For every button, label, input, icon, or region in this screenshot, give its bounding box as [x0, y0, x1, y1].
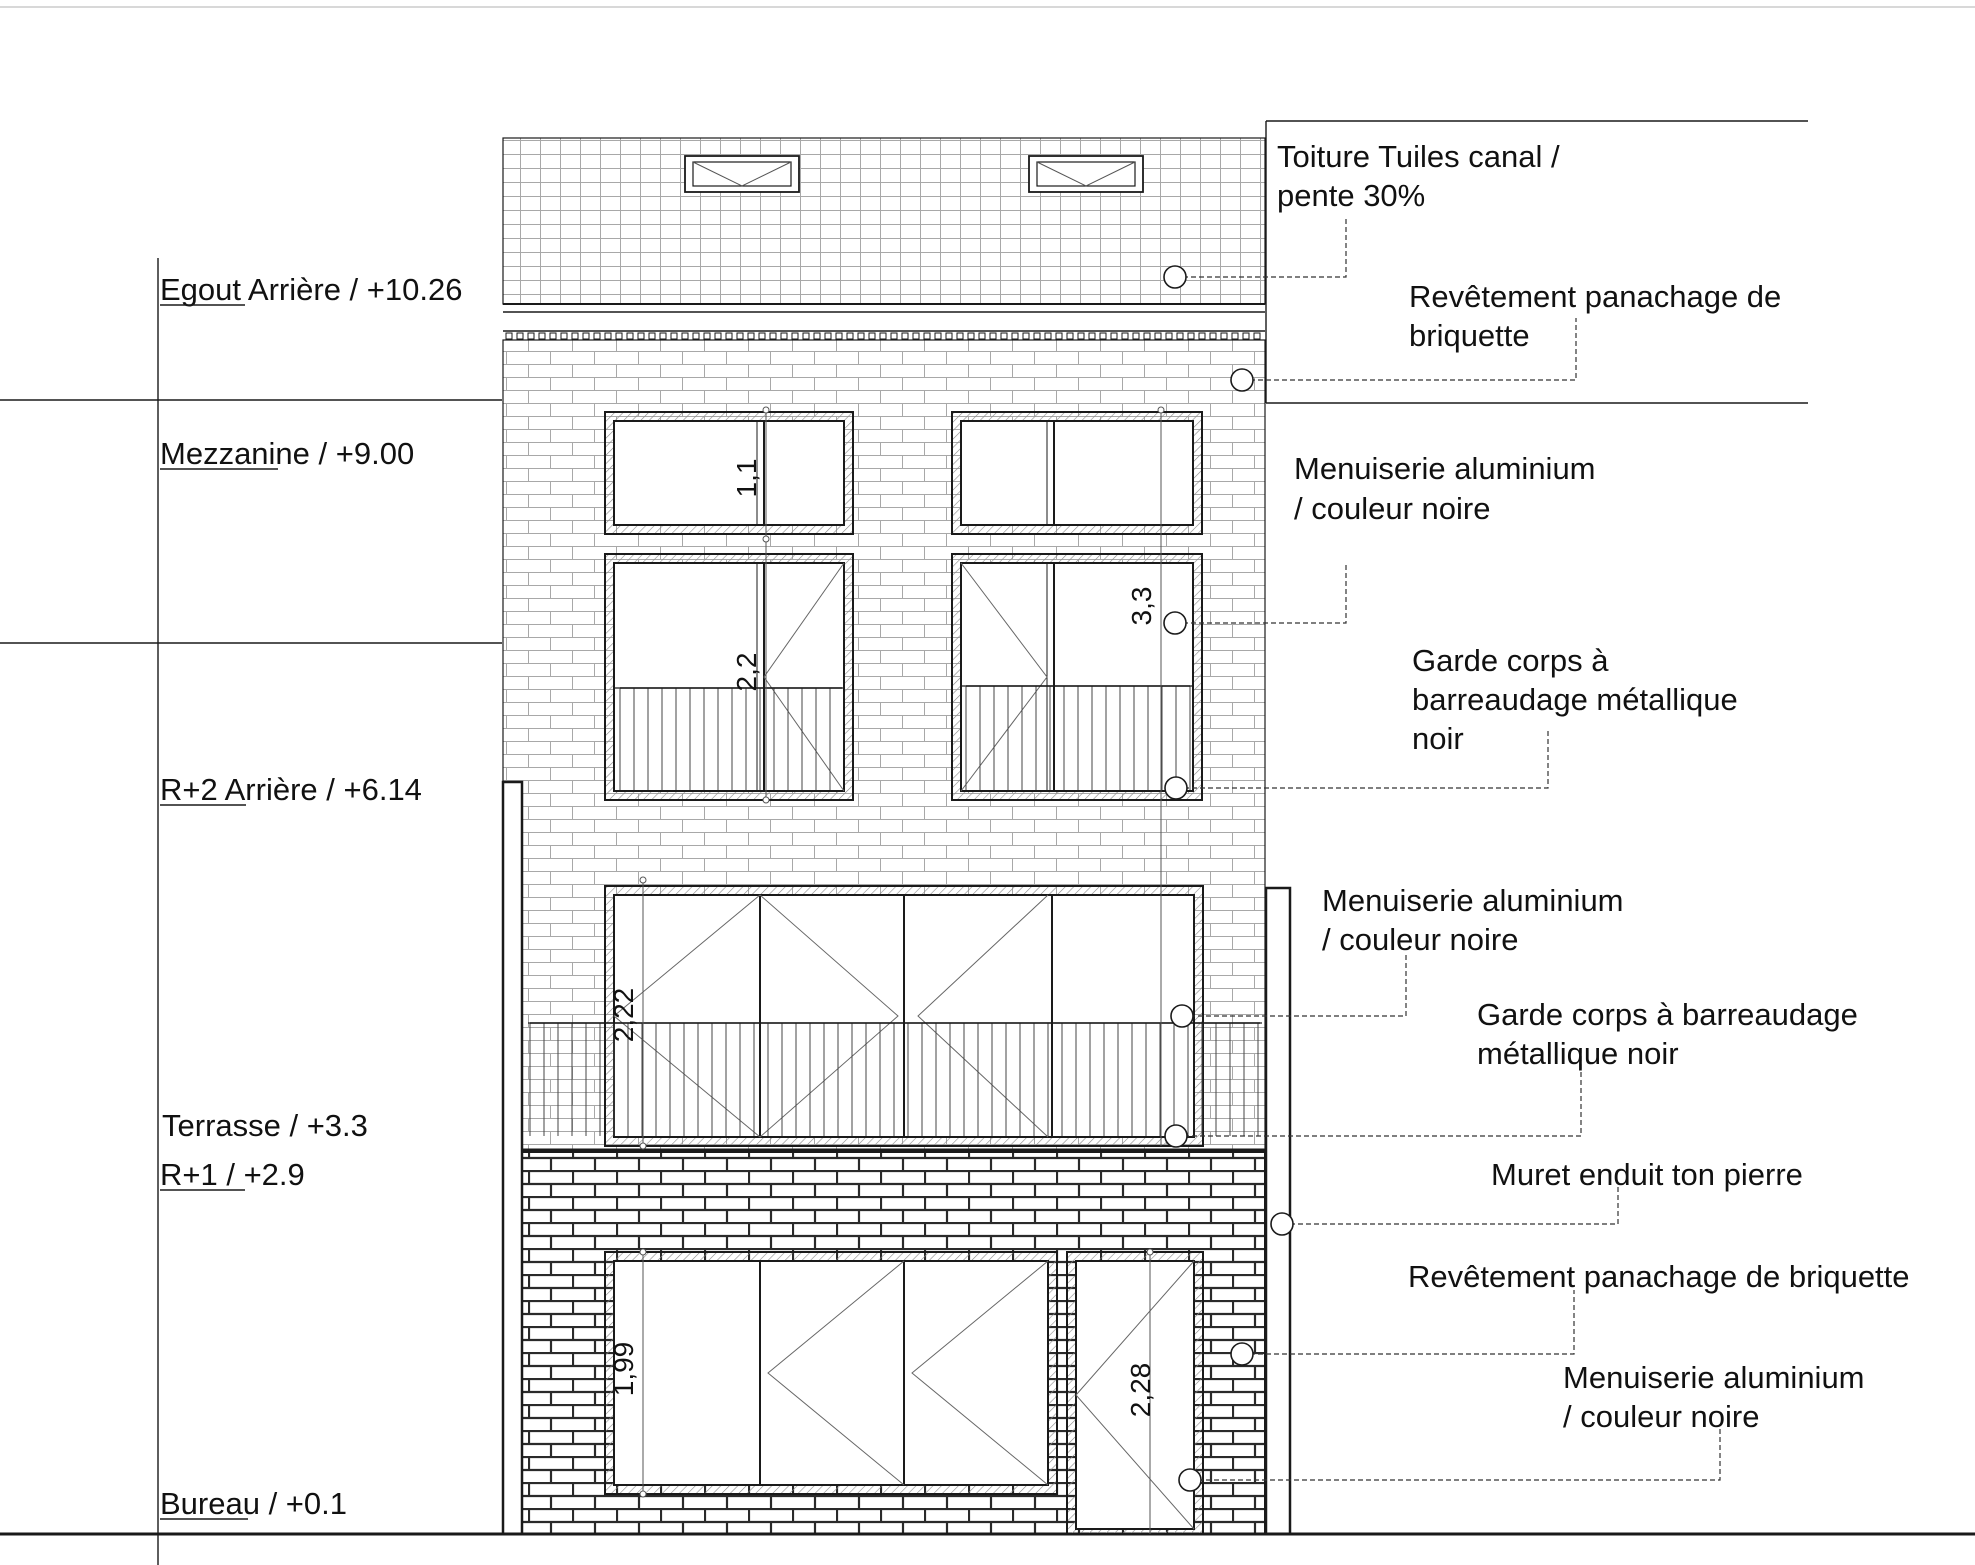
right-side-wall — [1266, 888, 1290, 1534]
level-r1: R+1 / +2.9 — [160, 1157, 305, 1192]
note-r2-railing: Garde corps à barreaudage métallique noir — [1412, 643, 1738, 756]
window-ground-main — [605, 1252, 1057, 1494]
left-side-wall — [503, 782, 522, 1534]
note-terrace-railing: Garde corps à barreaudage métallique noir — [1477, 997, 1858, 1071]
marker-r2-joinery — [1164, 612, 1186, 634]
roof-window-left — [685, 156, 799, 192]
marker-r2-railing — [1165, 777, 1187, 799]
marker-terrace-joinery — [1171, 1005, 1193, 1027]
note-ground-joinery: Menuiserie aluminium / couleur noire — [1563, 1360, 1865, 1434]
dimension-1-99: 1,99 — [608, 1341, 639, 1397]
annotation-texts — [1277, 139, 1910, 1434]
note-upper-brick: Revêtement panachage de briquette — [1409, 279, 1782, 353]
roof — [503, 138, 1265, 340]
marker-ground-joinery — [1179, 1469, 1201, 1491]
window-mezzanine-right — [952, 412, 1202, 534]
cornice-dentils — [506, 333, 1260, 339]
level-r2: R+2 Arrière / +6.14 — [160, 772, 422, 807]
dimension-2-28: 2,28 — [1125, 1362, 1156, 1418]
dimension-2-22: 2,22 — [608, 987, 639, 1043]
window-r2-right — [952, 554, 1202, 800]
gutter — [503, 304, 1265, 340]
note-lower-brick: Revêtement panachage de briquette — [1408, 1259, 1910, 1294]
dimension-3-3: 3,3 — [1126, 586, 1157, 626]
level-mezzanine: Mezzanine / +9.00 — [160, 436, 415, 471]
note-r2-joinery: Menuiserie aluminium / couleur noire — [1294, 451, 1596, 526]
window-mezzanine-left — [605, 412, 853, 534]
marker-lower-brick — [1231, 1343, 1253, 1365]
level-bureau: Bureau / +0.1 — [160, 1486, 347, 1521]
note-terrace-joinery: Menuiserie aluminium / couleur noire — [1322, 883, 1624, 957]
level-labels — [160, 272, 462, 1521]
note-roof-tiles: Toiture Tuiles canal / pente 30% — [1277, 139, 1560, 213]
level-egout: Egout Arrière / +10.26 — [160, 272, 463, 307]
marker-upper-brick — [1231, 369, 1253, 391]
roof-window-right — [1029, 156, 1143, 192]
dimension-2-2: 2,2 — [731, 652, 762, 692]
window-r2-left — [605, 554, 853, 800]
note-low-wall: Muret enduit ton pierre — [1491, 1157, 1803, 1192]
marker-low-wall — [1271, 1213, 1293, 1235]
level-terrasse: Terrasse / +3.3 — [162, 1108, 368, 1143]
marker-terrace-railing — [1165, 1125, 1187, 1147]
dimension-1-1: 1,1 — [731, 458, 762, 498]
marker-roof-tiles — [1164, 266, 1186, 288]
